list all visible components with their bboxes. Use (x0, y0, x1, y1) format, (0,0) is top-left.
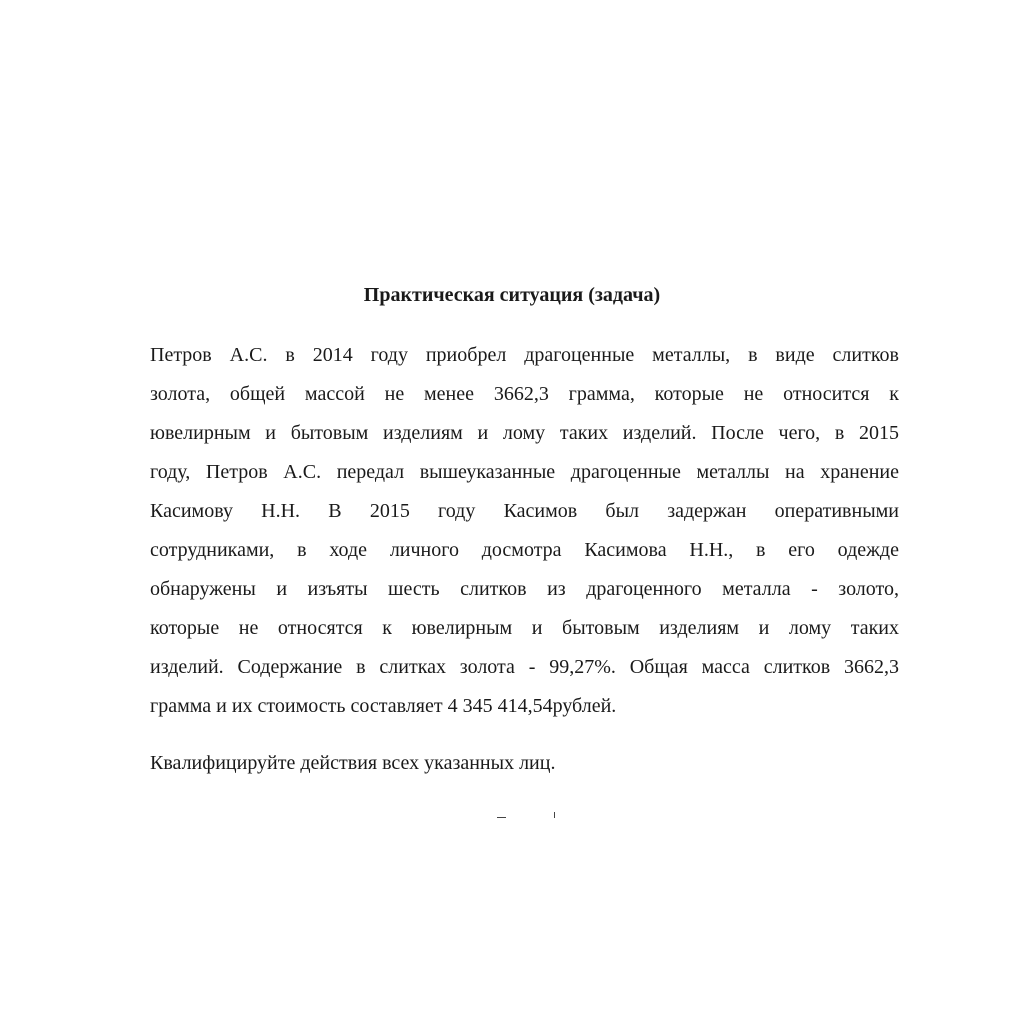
paragraph-line: изделий. Содержание в слитках золота - 99,27%. Общая масса слитков 3662,3 (150, 656, 899, 678)
paragraph-line: сотрудниками, в ходе личного досмотра Касимова Н.Н., в его одежде (150, 539, 899, 561)
paragraph-line: золота, общей массой не менее 3662,3 грамма, которые не относится к (150, 383, 899, 405)
paragraph-line: которые не относятся к ювелирным и бытовым изделиям и лому таких (150, 617, 899, 639)
paragraph-line: году, Петров А.С. передал вышеуказанные драгоценные металлы на хранение (150, 461, 899, 483)
paragraph-line: обнаружены и изъяты шесть слитков из драгоценного металла - золото, (150, 578, 899, 600)
task-question: Квалифицируйте действия всех указанных лиц. (150, 752, 556, 774)
task-paragraph (150, 337, 899, 727)
page-title: Практическая ситуация (задача) (363, 284, 661, 306)
stray-dash-mark (497, 817, 506, 818)
paragraph-line: ювелирным и бытовым изделиям и лому таких изделий. После чего, в 2015 (150, 422, 899, 444)
paragraph-line: Петров А.С. в 2014 году приобрел драгоценные металлы, в виде слитков (150, 344, 899, 366)
page-marks (497, 812, 577, 822)
stray-tick-mark (554, 812, 555, 818)
paragraph-line: Касимову Н.Н. В 2015 году Касимов был задержан оперативными (150, 500, 899, 522)
paragraph-line: грамма и их стоимость составляет 4 345 414,54рублей. (150, 695, 617, 717)
